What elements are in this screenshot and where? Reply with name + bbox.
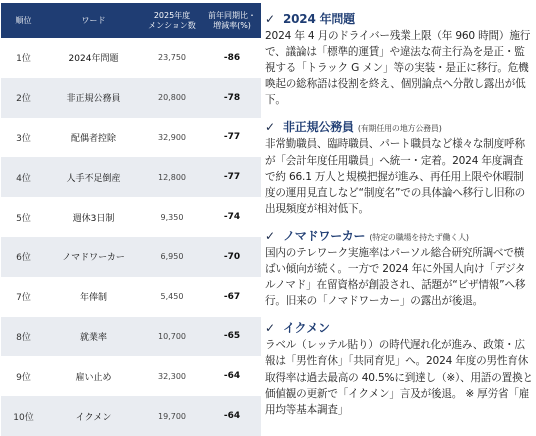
- note-body: 2024 年 4 月のドライバー残業上限（年 960 時間）施行で、議論は「標準的運賃」や違法な荷主行為を是正・監視する「トラック G メン」等の実装・是正に移行。危機喚起の総称語は役割を終え、個別論点へ分散し露出が低下。: [265, 30, 531, 107]
- note-section: [265, 227, 533, 309]
- word-cell: 人手不足倒産: [66, 173, 121, 184]
- count-cell: 20,800: [158, 93, 186, 103]
- note-heading: [265, 227, 533, 245]
- word-cell: 非正規公務員: [66, 94, 121, 105]
- rate-cell: -70: [223, 251, 241, 262]
- checkmark-icon: ✓: [265, 228, 275, 243]
- rank-cell: 3位: [16, 133, 31, 144]
- rank-cell: 7位: [16, 293, 31, 304]
- rate-cell: -67: [223, 291, 241, 302]
- note-title: 2024 年問題: [283, 12, 355, 26]
- note-section: [265, 10, 533, 108]
- word-cell: 週休3日制: [72, 213, 115, 224]
- word-cell: イクメン: [75, 412, 112, 423]
- word-cell: 年俸制: [79, 293, 107, 304]
- rate-cell: -74: [223, 212, 241, 223]
- count-cell: 9,350: [160, 212, 184, 222]
- rank-cell: 8位: [16, 332, 31, 343]
- note-body: 国内のテレワーク実施率はパーソル総合研究所調べで横ばい傾向が続く。一方で 2024 年に外国人向け「デジタルノマド」在留資格が創設され、話題が“ビザ情報”へ移行。旧来の「ノマドワーカー」の露出が後退。: [265, 246, 526, 308]
- note-section: [265, 118, 533, 216]
- rate-cell: -78: [223, 92, 241, 103]
- rate-cell: -64: [223, 371, 241, 382]
- word-cell: 2024年問題: [68, 54, 119, 65]
- rank-cell: 4位: [16, 173, 31, 184]
- rank-cell: 2位: [16, 94, 31, 105]
- count-cell: 32,300: [158, 371, 186, 381]
- rate-cell: -77: [223, 172, 241, 183]
- table-body: [1, 38, 261, 436]
- table-row: [1, 317, 261, 357]
- count-cell: 10,700: [158, 331, 186, 341]
- checkmark-icon: ✓: [265, 120, 275, 135]
- commentary-panel: [265, 10, 533, 428]
- table-row: [1, 356, 261, 396]
- rate-cell: -77: [223, 132, 241, 143]
- count-cell: 32,900: [158, 132, 186, 142]
- header-word: ワード: [81, 15, 106, 25]
- table-row: [1, 38, 261, 78]
- note-heading: [265, 118, 533, 136]
- rate-cell: -86: [223, 52, 241, 63]
- table-row: [1, 118, 261, 158]
- rank-cell: 5位: [16, 213, 31, 224]
- rank-cell: 1位: [16, 54, 31, 65]
- table-row: [1, 277, 261, 317]
- note-body: ラベル（レッテル貼り）の時代遅れ化が進み、政策・広報は「男性育休」「共同育児」へ。2024 年度の男性育休取得率は過去最高の 40.5%に到達し（※）、用語の置換と価値観の更新で「イクメン」言及が後退。 ※ 厚労省「雇用均等基本調査」: [265, 339, 533, 416]
- count-cell: 23,750: [158, 53, 186, 63]
- note-heading: [265, 10, 533, 28]
- checkmark-icon: ✓: [265, 321, 275, 336]
- checkmark-icon: ✓: [265, 12, 275, 26]
- header-count: 2025年度 メンション数: [148, 10, 196, 30]
- table-header: [1, 3, 261, 38]
- header-rank: 順位: [15, 15, 32, 25]
- rank-cell: 9位: [16, 372, 31, 383]
- note-title: 非正規公務員: [283, 120, 354, 135]
- rank-cell: 6位: [16, 253, 31, 264]
- word-cell: 配偶者控除: [70, 133, 116, 144]
- table-row: [1, 197, 261, 237]
- table-row: [1, 396, 261, 436]
- note-section: [265, 319, 533, 417]
- word-cell: 雇い止め: [75, 372, 112, 383]
- count-cell: 19,700: [158, 411, 186, 421]
- note-heading: [265, 319, 533, 337]
- header-rate: 前年同期比・ 増減率(%): [208, 10, 256, 30]
- rate-cell: -64: [223, 411, 241, 422]
- count-cell: 12,800: [158, 172, 186, 182]
- rank-cell: 10位: [13, 412, 34, 423]
- note-title: イクメン: [283, 321, 330, 336]
- table-row: [1, 157, 261, 197]
- ranking-table: [1, 3, 261, 436]
- count-cell: 5,450: [160, 292, 184, 302]
- note-subtitle: (特定の職場を持たず働く人): [369, 232, 469, 242]
- word-cell: ノマドワーカー: [62, 253, 125, 264]
- note-title: ノマドワーカー: [283, 228, 366, 243]
- rate-cell: -65: [223, 331, 241, 342]
- note-body: 非常勤職員、臨時職員、パート職員など様々な制度呼称が「会計年度任用職員」へ統一・定着。2024 年度調査で約 66.1 万人と規模把握が進み、再任用上限や休暇制度の運用見直しなど“制度名”での具体論へ移行し旧称の出現頻度が相対低下。: [265, 138, 526, 215]
- note-subtitle: (有期任用の地方公務員): [357, 124, 442, 134]
- count-cell: 6,950: [160, 252, 184, 262]
- table-row: [1, 78, 261, 118]
- table-row: [1, 237, 261, 277]
- word-cell: 就業率: [79, 332, 107, 343]
